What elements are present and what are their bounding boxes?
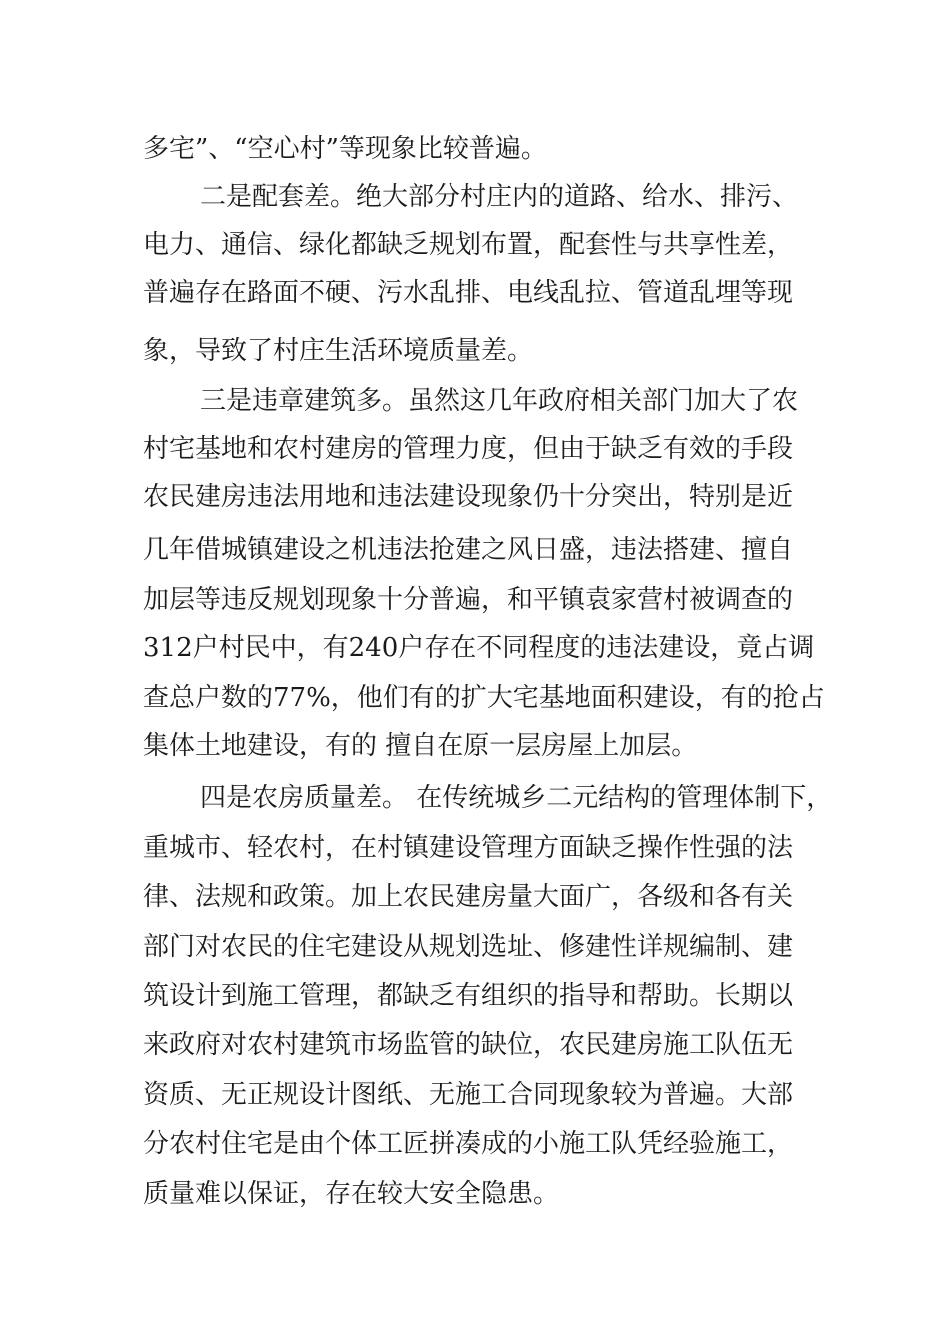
text-line: 农民建房违法用地和违法建设现象仍十分突出，特别是近: [143, 482, 794, 512]
text-line: 多宅”、“空心村”等现象比较普遍。: [143, 134, 547, 164]
text-line: 村宅基地和农村建房的管理力度，但由于缺乏有效的手段: [143, 434, 794, 464]
paragraph-start-line: 二是配套差。绝大部分村庄内的道路、给水、排污、: [200, 182, 799, 212]
text-line: 筑设计到施工管理，都缺乏有组织的指导和帮助。长期以: [143, 981, 794, 1011]
text-line: 普遍存在路面不硬、污水乱排、电线乱拉、管道乱埋等现: [143, 278, 794, 308]
text-line: 来政府对农村建筑市场监管的缺位，农民建房施工队伍无: [143, 1030, 794, 1060]
text-line: 分农村住宅是由个体工匠拼凑成的小施工队凭经验施工，: [143, 1129, 794, 1159]
text-line: 312户村民中，有240户存在不同程度的违法建设，竟占调: [143, 633, 815, 663]
text-line: 资质、无正规设计图纸、无施工合同现象较为普遍。大部: [143, 1080, 794, 1110]
text-line: 加层等违反规划现象十分普遍，和平镇袁家营村被调查的: [143, 585, 794, 615]
paragraph-start-line: 三是违章建筑多。虽然这几年政府相关部门加大了农: [200, 386, 799, 416]
text-line: 质量难以保证，存在较大安全隐患。: [143, 1179, 560, 1209]
text-line: 几年借城镇建设之机违法抢建之风日盛，违法搭建、擅自: [143, 535, 794, 565]
text-line: 电力、通信、绿化都缺乏规划布置，配套性与共享性差，: [143, 230, 794, 260]
text-line: 重城市、轻农村，在村镇建设管理方面缺乏操作性强的法: [143, 833, 794, 863]
text-line: 律、法规和政策。加上农民建房量大面广，各级和各有关: [143, 882, 794, 912]
text-line: 查总户数的77%，他们有的扩大宅基地面积建设，有的抢占: [143, 683, 825, 713]
paragraph-start-line: 四是农房质量差。 在传统城乡二元结构的管理体制下，: [200, 783, 833, 813]
text-line: 集体土地建设，有的 擅自在原一层房屋上加层。: [143, 731, 698, 761]
text-line: 象，导致了村庄生活环境质量差。: [143, 336, 534, 366]
text-line: 部门对农民的住宅建设从规划选址、修建性详规编制、建: [143, 932, 794, 962]
